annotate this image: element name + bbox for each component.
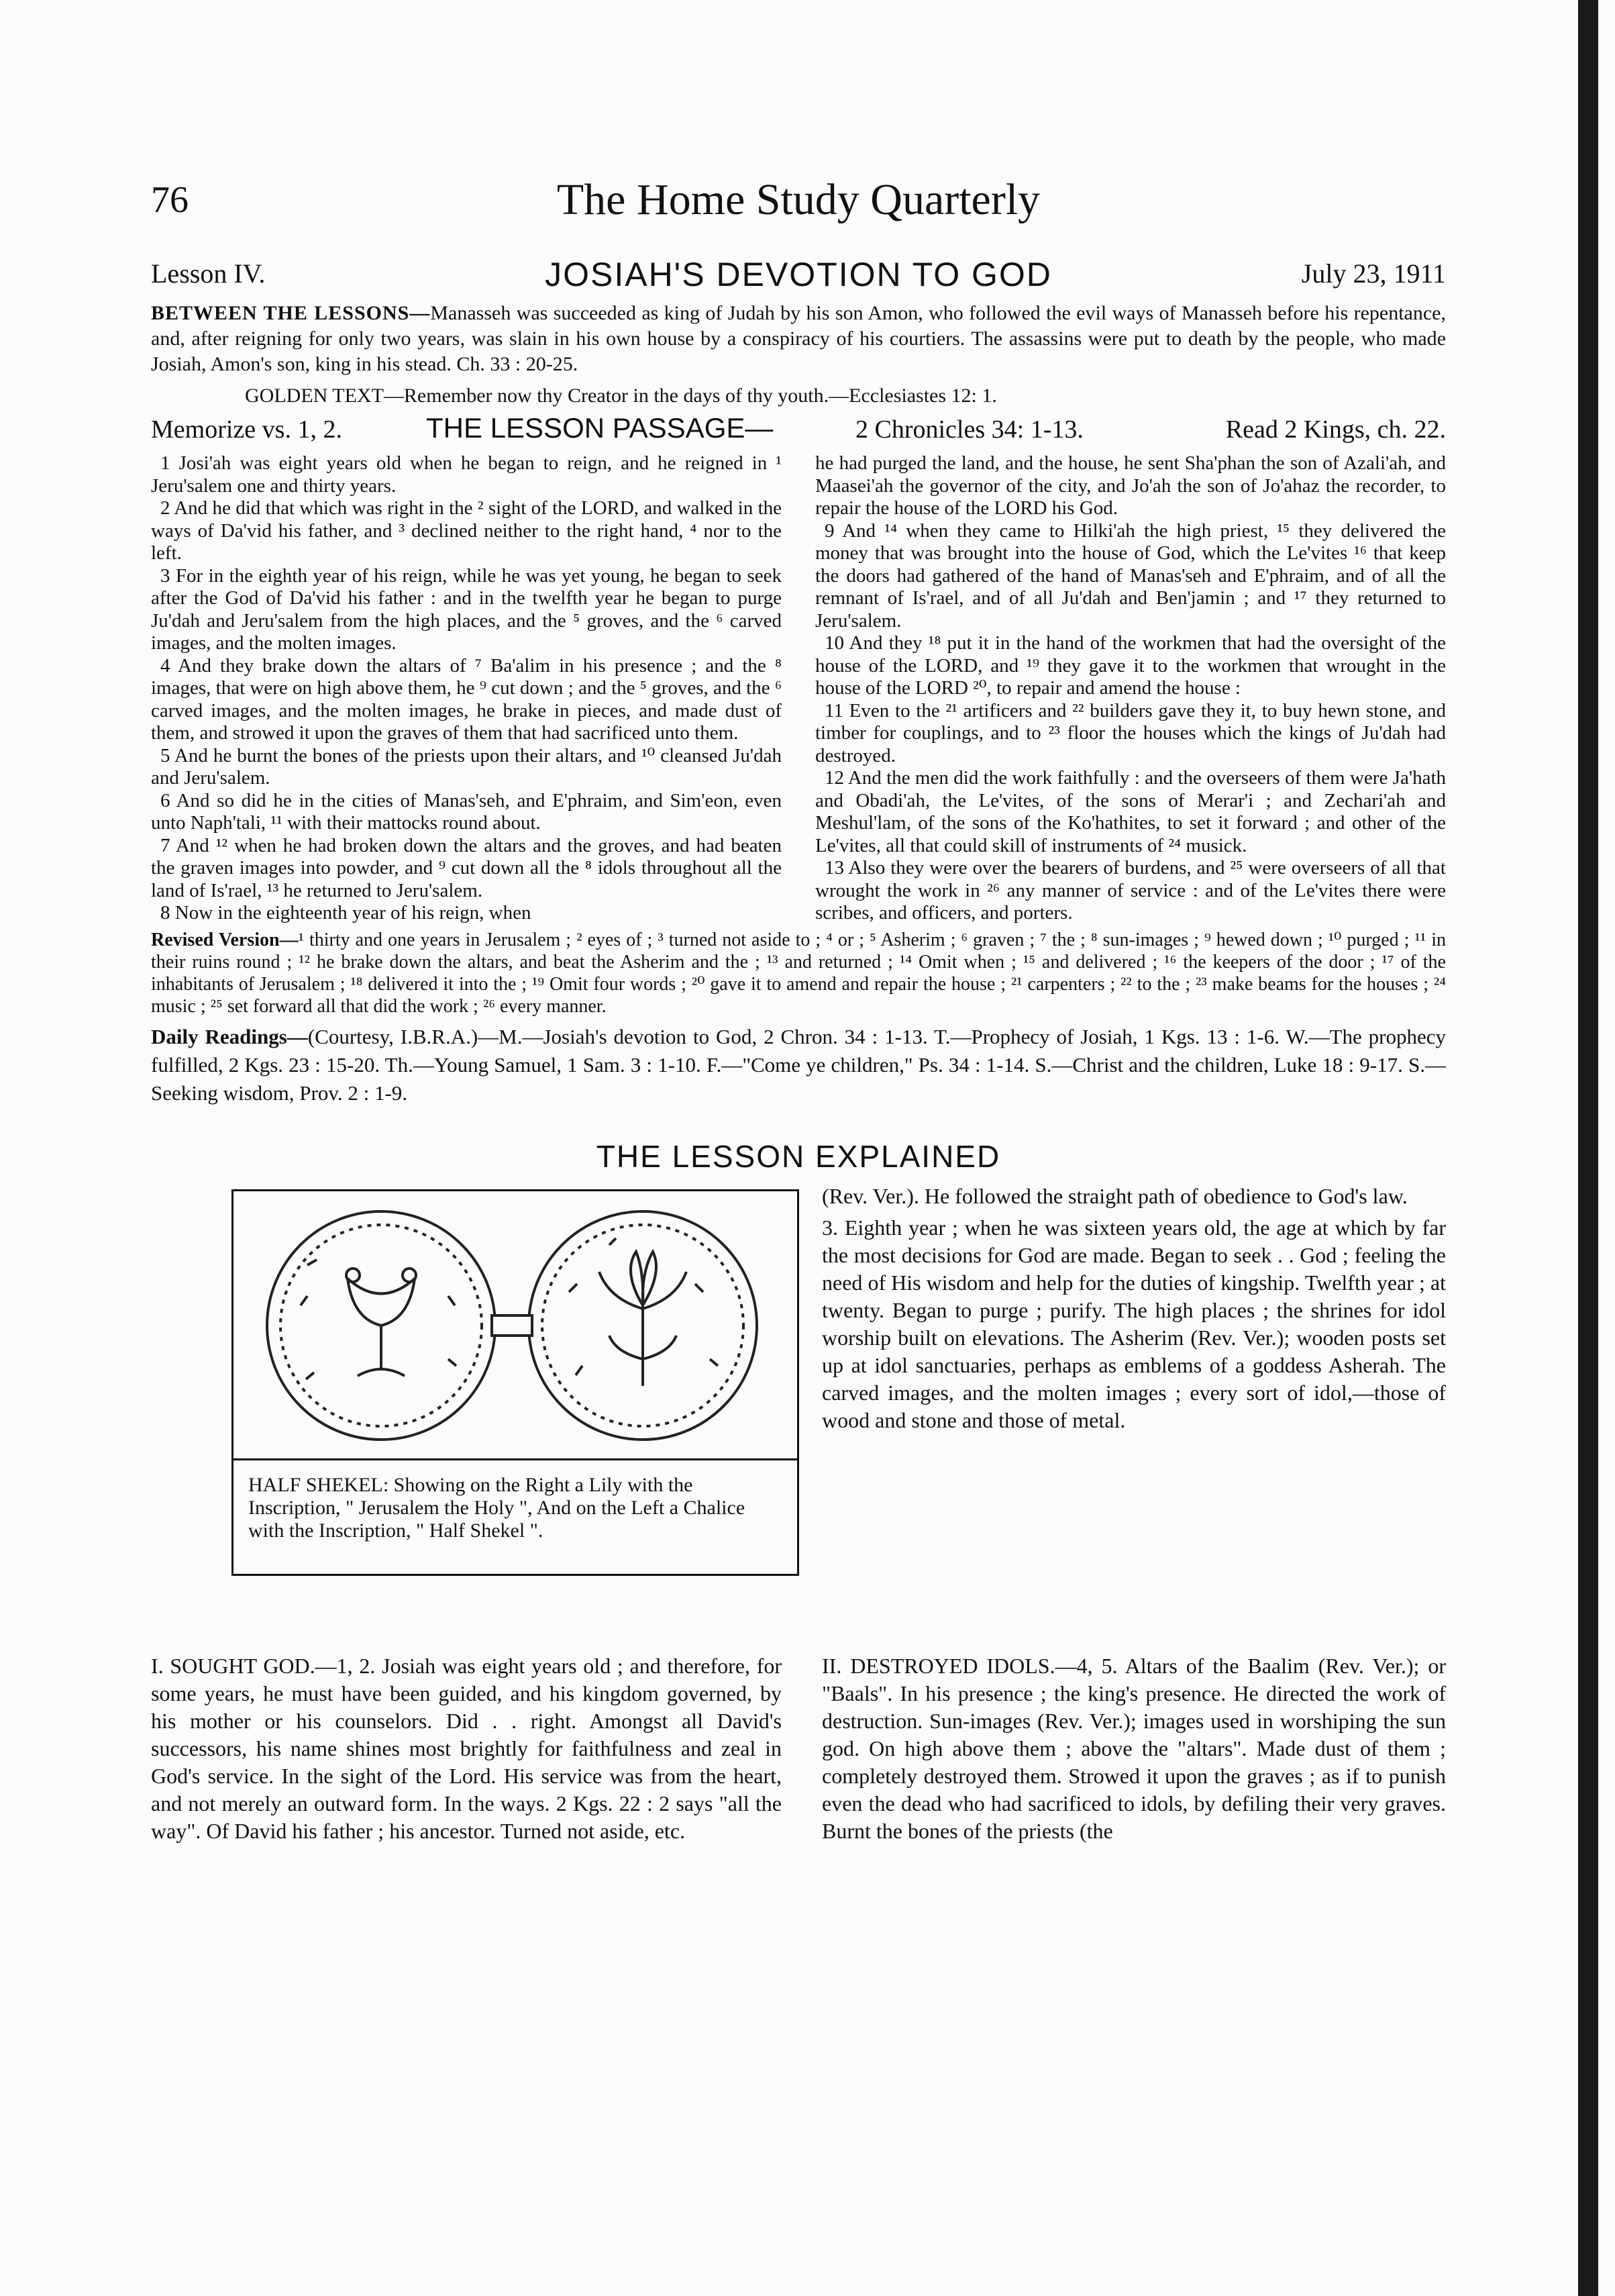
journal-title: The Home Study Quarterly	[556, 175, 1041, 224]
read-reference: Read 2 Kings, ch. 22.	[1225, 415, 1446, 444]
between-label: BETWEEN THE LESSONS—	[151, 302, 431, 324]
verse: 10 And they ¹⁸ put it in the hand of the workmen that had the oversight of the house of the LORD, and ¹⁹ they gave it to the workmen that wrought in the house of the LORD ²⁰, to repair and amend the house :	[815, 632, 1446, 699]
passage-left-column	[151, 452, 782, 925]
lesson-passage-title: THE LESSON PASSAGE—	[426, 412, 774, 444]
lesson-title: JOSIAH'S DEVOTION TO GOD	[545, 256, 1052, 293]
half-shekel-figure	[231, 1189, 799, 1576]
page-header	[151, 174, 1446, 239]
lesson-explained-title: THE LESSON EXPLAINED	[596, 1138, 1001, 1174]
verse: 5 And he burnt the bones of the priests upon their altars, and ¹⁰ cleansed Ju'dah and Jeru'salem.	[151, 744, 782, 789]
verse: 6 And so did he in the cities of Manas'seh, and E'phraim, and Sim'eon, even unto Naph'tali, ¹¹ with their mattocks round about.	[151, 789, 782, 834]
explained-paragraph: 3. Eighth year ; when he was sixteen years old, the age at which by far the most decisions for God are made. Began to seek . . God ; feeling the need of His wisdom and help for the duties of kingship. Twelfth year ; at twenty. Began to purge ; purify. The high places ; the shrines for idol worship built on elevations. The Asherim (Rev. Ver.); wooden posts set up at idol sanctuaries, perhaps as emblems of a goddess Asherah. The carved images, and the molten images ; every sort of idol,—those of wood and stone and those of metal.	[822, 1215, 1446, 1432]
verse: 9 And ¹⁴ when they came to Hilki'ah the high priest, ¹⁵ they delivered the money that was brought into the house of God, which the Le'vites ¹⁶ that keep the doors had gathered of the hand of Manas'seh and E'phraim, and of all the remnant of Is'rael, and of all Ju'dah and Ben'jamin ; and ¹⁷ they returned to Jeru'salem.	[815, 519, 1446, 632]
verse: 13 Also they were over the bearers of burdens, and ²⁵ were overseers of all that wrought the work in ²⁶ any manner of service : and of the Le'vites there were scribes, and officers, and porters.	[815, 857, 1446, 924]
lesson-number: Lesson IV.	[151, 258, 266, 289]
verse: 12 And the men did the work faithfully : and the overseers of them were Ja'hath and Obadi'ah, the Le'vites, of the sons of Merar'i ; and Zechari'ah and Meshul'lam, of the sons of the Ko'hathites, to set it forward ; and other of the Le'vites, all that could skill of instruments of ²⁴ musick.	[815, 767, 1446, 856]
memorize-verses: Memorize vs. 1, 2.	[151, 415, 342, 444]
explained-paragraph: (Rev. Ver.). He followed the straight path of obedience to God's law.	[822, 1183, 1408, 1208]
revised-version-label: Revised Version—	[151, 929, 299, 950]
passage-right-column	[815, 452, 1446, 925]
verse: 4 And they brake down the altars of ⁷ Ba'alim in his presence ; and the ⁸ images, that were on high above them, he ⁹ cut down ; and the ⁵ groves, and the ⁶ carved images, and the molten images, he brake in pieces, and made dust of them, and strowed it upon the graves of them that had sacrificed unto them.	[151, 654, 782, 744]
daily-readings-label: Daily Readings—	[151, 1024, 308, 1048]
between-text: Manasseh was succeeded as king of Judah by his son Amon, who followed the evil ways of Manasseh before his repentance, and, after reigning for only two years, was slain in his own house by a conspiracy of his courtiers. The assassins were put to death by the people, who made Josiah, Amon's son, king in his stead. Ch. 33 : 20-25.	[151, 302, 1446, 375]
sought-god-section: I. SOUGHT GOD.—1, 2. Josiah was eight years old ; and therefore, for some years, he must have been guided, and his kingdom governed, by his mother or his counselors. Did . . right. Amongst all David's successors, his name shines most brightly for faithfulness and zeal in God's service. In the sight of the Lord. His service was from the heart, and not merely an outward form. In the ways. 2 Kgs. 22 : 2 says "all the way". Of David his father ; his ancestor. Turned not aside, etc.	[151, 1653, 782, 1843]
verse: 1 Josi'ah was eight years old when he began to reign, and he reigned in ¹ Jeru'salem one and thirty years.	[151, 452, 782, 497]
lesson-passage	[151, 452, 1446, 925]
verse: 11 Even to the ²¹ artificers and ²² builders gave they it, to buy hewn stone, and timber for couplings, and to ²³ floor the houses which the kings of Ju'dah had destroyed.	[815, 699, 1446, 766]
destroyed-idols-section: II. DESTROYED IDOLS.—4, 5. Altars of the Baalim (Rev. Ver.); or "Baals". In his presence ; the king's presence. He directed the work of destruction. Sun-images (Rev. Ver.); images used in worshiping the sun god. On high above them ; above the "altars". Made dust of them ; completely destroyed them. Strowed it upon the graves ; as if to punish even the dead who had sacrificed to idols, by defiling their very graves. Burnt the bones of the priests (the	[822, 1653, 1446, 1843]
page-edge-shadow	[1578, 0, 1598, 2296]
golden-text: GOLDEN TEXT—Remember now thy Creator in the days of thy youth.—Ecclesiastes 12: 1.	[245, 385, 997, 407]
verse: 2 And he did that which was right in the ² sight of the LORD, and walked in the ways of Da'vid his father, and ³ declined neither to the right hand, ⁴ nor to the left.	[151, 497, 782, 564]
lesson-line	[151, 255, 1446, 297]
passage-reference: 2 Chronicles 34: 1-13.	[855, 415, 1084, 444]
between-the-lessons	[151, 301, 1446, 377]
daily-readings	[151, 1023, 1446, 1107]
verse: he had purged the land, and the house, he sent Sha'phan the son of Azali'ah, and Maasei'ah the governor of the city, and Jo'ah the son of Jo'ahaz the recorder, to repair the house of the LORD his God.	[815, 452, 1446, 519]
lesson-explained	[151, 1183, 1446, 1881]
daily-readings-text: (Courtesy, I.B.R.A.)—M.—Josiah's devotion to God, 2 Chron. 34 : 1-13. T.—Prophecy of Josiah, 1 Kgs. 13 : 1-6. W.—The prophecy fulfilled, 2 Kgs. 23 : 15-20. Th.—Young Samuel, 1 Sam. 3 : 1-10. F.—"Come ye children," Ps. 34 : 1-14. S.—Christ and the children, Luke 18 : 9-17. S.—Seeking wisdom, Prov. 2 : 1-9.	[151, 1024, 1447, 1105]
explained-right-top	[822, 1183, 1446, 1438]
page	[151, 174, 1446, 1881]
verse: 3 For in the eighth year of his reign, while he was yet young, he began to seek after the God of Da'vid his father : and in the twelfth year he began to purge Ju'dah and Jeru'salem from the high places, and the ⁵ groves, and the ⁶ carved images, and the molten images.	[151, 564, 782, 654]
coin-illustration	[233, 1191, 797, 1458]
revised-version-text: ¹ thirty and one years in Jerusalem ; ² eyes of ; ³ turned not aside to ; ⁴ or ; ⁵ Asherim ; ⁶ graven ; ⁷ the ; ⁸ sun-images ; ⁹ hewed down ; ¹⁰ purged ; ¹¹ in their ruins round ; ¹² he brake down the altars, and beat the Asherim and the ; ¹³ and returned ; ¹⁴ Omit when ; ¹⁵ and delivered ; ¹⁶ the keepers of the door ; ¹⁷ of the inhabitants of Jerusalem ; ¹⁸ delivered it into the ; ¹⁹ Omit four words ; ²⁰ gave it to amend and repair the house ; ²¹ carpenters ; ²² to the ; ²³ make beams for the houses ; ²⁴ music ; ²⁵ set forward all that did the work ; ²⁶ every manner.	[151, 929, 1446, 1017]
verse: 7 And ¹² when he had broken down the altars and the groves, and had beaten the graven images into powder, and ⁹ cut down all the ⁸ idols throughout all the land of Is'rael, ¹³ he returned to Jeru'salem.	[151, 834, 782, 901]
passage-header	[151, 412, 1446, 448]
figure-caption: HALF SHEKEL: Showing on the Right a Lily with the Inscription, " Jerusalem the Holy ", And on the Left a Chalice with the Inscription, " Half Shekel ".	[233, 1458, 797, 1556]
verse: 8 Now in the eighteenth year of his reign, when	[160, 902, 531, 924]
page-number: 76	[151, 179, 189, 221]
revised-version	[151, 929, 1446, 1017]
lesson-date: July 23, 1911	[1301, 258, 1446, 289]
